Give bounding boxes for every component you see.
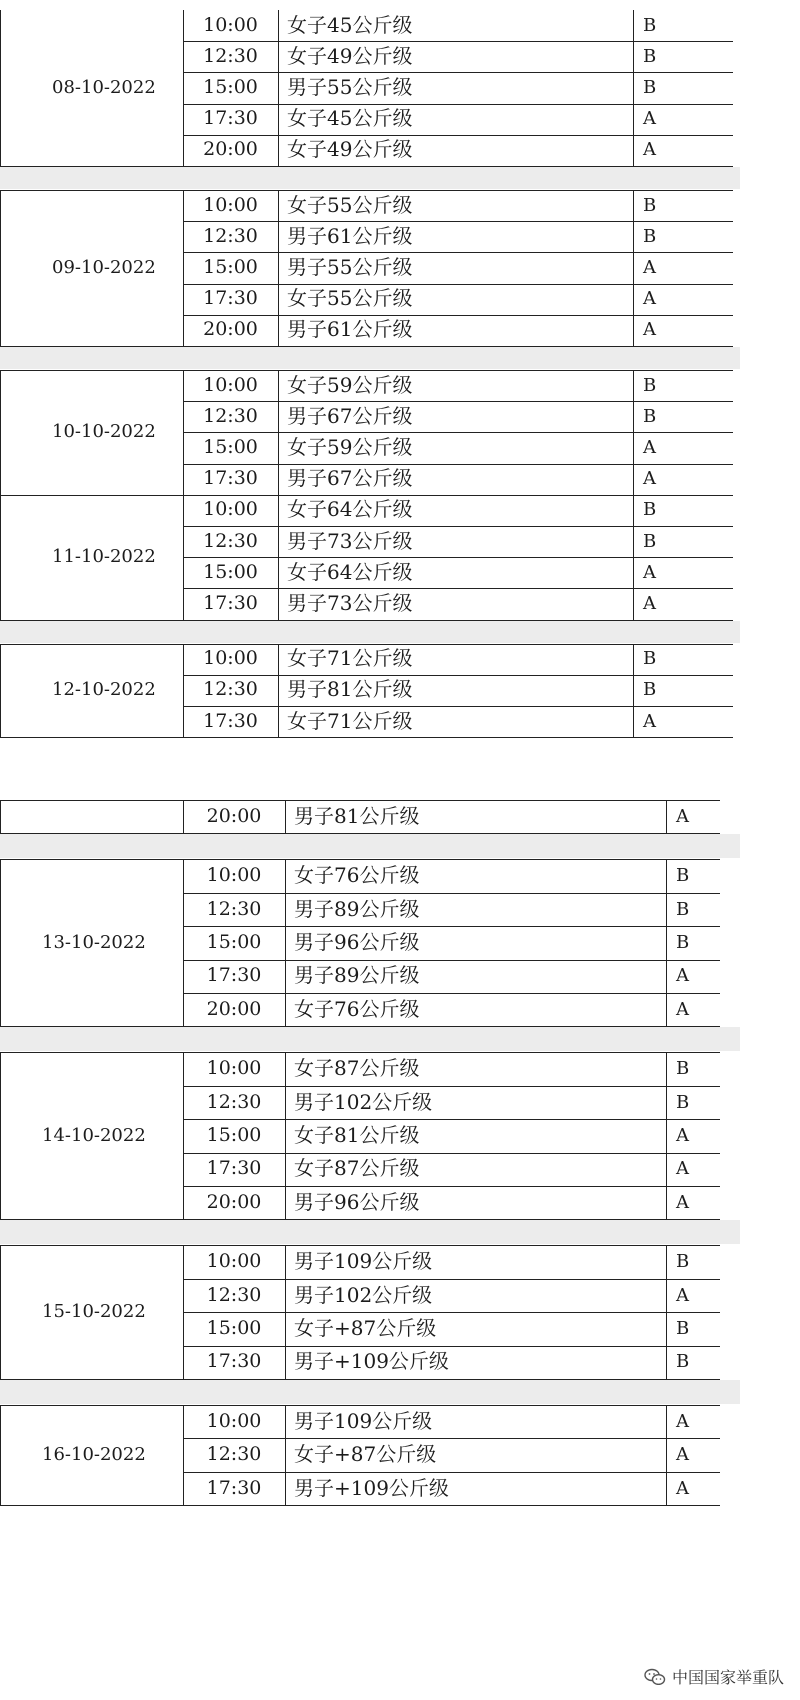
schedule-event: 男子102公斤级 bbox=[294, 1089, 433, 1114]
group-column-border bbox=[633, 495, 634, 620]
time-column-border bbox=[183, 800, 184, 833]
schedule-event: 男子61公斤级 bbox=[287, 317, 413, 342]
schedule-time: 10:00 bbox=[203, 647, 258, 670]
schedule-time: 15:00 bbox=[206, 1123, 262, 1146]
schedule-event: 男子109公斤级 bbox=[294, 1408, 433, 1433]
watermark-text: 中国国家举重队 bbox=[671, 1668, 784, 1687]
event-column-border bbox=[285, 800, 286, 833]
schedule-time: 10:00 bbox=[206, 1250, 262, 1273]
block-top-border bbox=[0, 1405, 720, 1406]
schedule-group: B bbox=[676, 1317, 690, 1339]
schedule-event: 男子67公斤级 bbox=[287, 403, 413, 428]
row-separator bbox=[183, 464, 733, 465]
schedule-event: 男子73公斤级 bbox=[287, 591, 413, 615]
schedule-group: A bbox=[676, 1444, 689, 1466]
schedule-group: A bbox=[676, 1124, 689, 1146]
block-top-border bbox=[0, 190, 733, 191]
row-separator bbox=[183, 557, 733, 558]
event-column-border bbox=[278, 644, 279, 738]
row-separator bbox=[183, 1279, 720, 1280]
schedule-group: B bbox=[643, 648, 657, 670]
schedule-time: 10:00 bbox=[203, 498, 258, 521]
block-top-border bbox=[0, 1052, 720, 1053]
schedule-event: 女子71公斤级 bbox=[287, 646, 413, 671]
time-column-border bbox=[183, 190, 184, 346]
block-top-border bbox=[0, 370, 733, 371]
schedule-event: 男子81公斤级 bbox=[287, 677, 413, 702]
schedule-group: B bbox=[676, 1351, 690, 1373]
schedule-event: 女子64公斤级 bbox=[287, 497, 413, 522]
schedule-time: 10:00 bbox=[206, 1057, 262, 1080]
schedule-group: A bbox=[676, 1191, 689, 1213]
schedule-time: 15:00 bbox=[203, 76, 258, 98]
schedule-time: 10:00 bbox=[203, 193, 258, 216]
schedule-time: 10:00 bbox=[206, 1409, 262, 1432]
schedule-event: 男子81公斤级 bbox=[294, 803, 420, 828]
row-separator bbox=[183, 993, 720, 994]
event-column-border bbox=[285, 859, 286, 1026]
schedule-time: 15:00 bbox=[203, 436, 258, 458]
schedule-group: B bbox=[676, 898, 690, 920]
schedule-event: 男子67公斤级 bbox=[287, 466, 413, 491]
schedule-date: 09-10-2022 bbox=[52, 257, 156, 278]
schedule-event: 女子71公斤级 bbox=[287, 708, 413, 733]
block-left-border bbox=[0, 1245, 1, 1379]
schedule-group: B bbox=[643, 374, 657, 396]
schedule-time: 15:00 bbox=[203, 560, 258, 583]
row-separator bbox=[183, 72, 733, 73]
row-separator bbox=[183, 893, 720, 894]
schedule-group: A bbox=[643, 288, 656, 310]
schedule-time: 12:30 bbox=[206, 1443, 262, 1466]
schedule-time: 10:00 bbox=[203, 13, 258, 36]
row-separator bbox=[183, 1346, 720, 1347]
row-separator bbox=[183, 526, 733, 527]
event-column-border bbox=[285, 1405, 286, 1505]
schedule-event: 男子89公斤级 bbox=[294, 963, 420, 988]
group-column-border bbox=[666, 1052, 667, 1219]
group-column-border bbox=[666, 859, 667, 1026]
block-left-border bbox=[0, 10, 1, 166]
schedule-time: 20:00 bbox=[206, 997, 262, 1020]
row-separator bbox=[183, 1086, 720, 1087]
schedule-time: 17:30 bbox=[203, 592, 258, 614]
row-separator bbox=[183, 926, 720, 927]
schedule-time: 12:30 bbox=[203, 404, 258, 427]
separator-band bbox=[0, 167, 740, 189]
schedule-group: B bbox=[676, 865, 690, 887]
schedule-time: 17:30 bbox=[203, 709, 258, 732]
event-column-border bbox=[278, 495, 279, 620]
schedule-time: 10:00 bbox=[206, 864, 262, 887]
block-top-border bbox=[0, 644, 733, 645]
schedule-group: A bbox=[643, 139, 656, 161]
schedule-time: 17:30 bbox=[203, 287, 258, 310]
schedule-group: B bbox=[676, 931, 690, 953]
schedule-event: 女子+87公斤级 bbox=[294, 1442, 437, 1467]
schedule-group: A bbox=[676, 1410, 689, 1432]
separator-band bbox=[0, 347, 740, 369]
group-column-border bbox=[666, 1245, 667, 1379]
time-column-border bbox=[183, 1405, 184, 1505]
table-top-border bbox=[0, 800, 720, 801]
row-separator bbox=[183, 41, 733, 42]
event-column-border bbox=[278, 190, 279, 346]
row-separator bbox=[183, 135, 733, 136]
schedule-time: 20:00 bbox=[206, 1190, 262, 1213]
schedule-group: B bbox=[643, 499, 657, 521]
row-separator bbox=[183, 675, 733, 676]
row-separator bbox=[183, 221, 733, 222]
schedule-time: 15:00 bbox=[206, 1316, 262, 1339]
separator-band bbox=[0, 1380, 740, 1404]
schedule-event: 女子+87公斤级 bbox=[294, 1315, 437, 1340]
schedule-group: B bbox=[643, 77, 657, 98]
schedule-event: 男子55公斤级 bbox=[287, 75, 413, 99]
schedule-group: A bbox=[643, 437, 656, 458]
schedule-time: 10:00 bbox=[203, 373, 258, 396]
group-column-border bbox=[633, 644, 634, 738]
schedule-event: 男子+109公斤级 bbox=[294, 1475, 449, 1500]
separator-band bbox=[0, 1027, 740, 1051]
block-bottom-border bbox=[0, 737, 733, 738]
schedule-time: 12:30 bbox=[206, 1090, 262, 1113]
schedule-event: 男子55公斤级 bbox=[287, 255, 413, 279]
time-column-border bbox=[183, 370, 184, 495]
schedule-event: 男子102公斤级 bbox=[294, 1282, 433, 1307]
schedule-event: 女子49公斤级 bbox=[287, 137, 413, 162]
schedule-time: 17:30 bbox=[206, 1157, 262, 1180]
block-top-border bbox=[0, 1245, 720, 1246]
group-column-border bbox=[633, 370, 634, 495]
separator-band bbox=[0, 1220, 740, 1244]
schedule-time: 20:00 bbox=[203, 318, 258, 341]
schedule-event: 男子89公斤级 bbox=[294, 896, 420, 921]
block-left-border bbox=[0, 644, 1, 738]
row-separator bbox=[183, 1186, 720, 1187]
schedule-group: B bbox=[643, 194, 657, 216]
schedule-group: A bbox=[643, 561, 656, 583]
schedule-time: 12:30 bbox=[203, 224, 258, 247]
time-column-border bbox=[183, 1245, 184, 1379]
schedule-group: B bbox=[643, 405, 657, 427]
block-left-border bbox=[0, 190, 1, 346]
schedule-date: 13-10-2022 bbox=[42, 931, 146, 953]
schedule-group: B bbox=[643, 45, 657, 67]
block-left-border bbox=[0, 800, 1, 833]
schedule-event: 女子55公斤级 bbox=[287, 192, 413, 217]
schedule-event: 男子96公斤级 bbox=[294, 929, 420, 954]
event-column-border bbox=[278, 370, 279, 495]
schedule-time: 15:00 bbox=[203, 256, 258, 278]
schedule-date: 14-10-2022 bbox=[42, 1124, 146, 1146]
time-column-border bbox=[183, 495, 184, 620]
schedule-group: A bbox=[676, 805, 689, 827]
row-separator bbox=[183, 315, 733, 316]
schedule-time: 12:30 bbox=[203, 529, 258, 552]
schedule-event: 女子87公斤级 bbox=[294, 1056, 420, 1081]
time-column-border bbox=[183, 1052, 184, 1219]
block-left-border bbox=[0, 1405, 1, 1505]
schedule-time: 12:30 bbox=[206, 897, 262, 920]
schedule-group: A bbox=[676, 998, 689, 1020]
row-separator bbox=[183, 432, 733, 433]
schedule-event: 女子64公斤级 bbox=[287, 559, 413, 584]
schedule-date: 15-10-2022 bbox=[42, 1301, 146, 1323]
group-column-border bbox=[633, 10, 634, 166]
schedule-event: 男子109公斤级 bbox=[294, 1249, 433, 1274]
schedule-group: B bbox=[676, 1251, 690, 1273]
schedule-date: 11-10-2022 bbox=[52, 546, 156, 568]
schedule-group: A bbox=[643, 108, 656, 130]
separator-band bbox=[0, 621, 740, 643]
schedule-time: 17:30 bbox=[206, 1350, 262, 1373]
block-top-border bbox=[0, 859, 720, 860]
schedule-group: A bbox=[643, 319, 656, 341]
schedule-time: 12:30 bbox=[206, 1283, 262, 1306]
schedule-time: 17:30 bbox=[206, 964, 262, 987]
schedule-event: 男子+109公斤级 bbox=[294, 1349, 449, 1374]
schedule-time: 12:30 bbox=[203, 44, 258, 67]
schedule-group: A bbox=[643, 710, 656, 732]
row-separator bbox=[183, 401, 733, 402]
block-left-border bbox=[0, 1052, 1, 1219]
wechat-icon bbox=[644, 1668, 666, 1686]
row-separator bbox=[183, 284, 733, 285]
row-separator bbox=[183, 252, 733, 253]
schedule-time: 20:00 bbox=[203, 138, 258, 161]
schedule-time: 17:30 bbox=[203, 107, 258, 130]
watermark bbox=[644, 1665, 784, 1688]
schedule-date: 16-10-2022 bbox=[42, 1444, 146, 1466]
schedule-time: 15:00 bbox=[206, 930, 262, 953]
row-separator bbox=[183, 1312, 720, 1313]
schedule-time: 20:00 bbox=[206, 804, 262, 827]
block-left-border bbox=[0, 370, 1, 495]
schedule-group: A bbox=[676, 965, 689, 987]
time-column-border bbox=[183, 644, 184, 738]
event-column-border bbox=[285, 1245, 286, 1379]
schedule-event: 女子76公斤级 bbox=[294, 863, 420, 888]
schedule-event: 男子73公斤级 bbox=[287, 528, 413, 553]
block-bottom-border bbox=[0, 1505, 720, 1506]
schedule-group: A bbox=[676, 1284, 689, 1306]
schedule-group: B bbox=[643, 14, 657, 36]
block-bottom-border bbox=[0, 495, 733, 496]
group-column-border bbox=[666, 1405, 667, 1505]
row-separator bbox=[183, 1472, 720, 1473]
schedule-group: B bbox=[643, 679, 657, 701]
separator-band bbox=[0, 834, 740, 858]
row-separator bbox=[183, 706, 733, 707]
row-separator bbox=[183, 588, 733, 589]
schedule-date: 08-10-2022 bbox=[52, 77, 156, 98]
schedule-group: A bbox=[643, 468, 656, 490]
schedule-group: B bbox=[676, 1091, 690, 1113]
schedule-group: B bbox=[643, 530, 657, 552]
row-separator bbox=[183, 1438, 720, 1439]
schedule-event: 男子96公斤级 bbox=[294, 1189, 420, 1214]
schedule-event: 女子76公斤级 bbox=[294, 996, 420, 1021]
schedule-date: 12-10-2022 bbox=[52, 679, 156, 701]
schedule-group: A bbox=[676, 1477, 689, 1499]
schedule-time: 17:30 bbox=[203, 467, 258, 490]
schedule-time: 17:30 bbox=[206, 1476, 262, 1499]
schedule-event: 女子59公斤级 bbox=[287, 372, 413, 397]
block-left-border bbox=[0, 859, 1, 1026]
row-separator bbox=[183, 960, 720, 961]
schedule-event: 女子55公斤级 bbox=[287, 286, 413, 311]
group-column-border bbox=[666, 800, 667, 833]
schedule-group: A bbox=[643, 257, 656, 278]
schedule-event: 女子49公斤级 bbox=[287, 43, 413, 68]
schedule-event: 男子61公斤级 bbox=[287, 223, 413, 248]
group-column-border bbox=[633, 190, 634, 346]
schedule-event: 女子59公斤级 bbox=[287, 435, 413, 459]
schedule-date: 10-10-2022 bbox=[52, 421, 156, 443]
schedule-event: 女子45公斤级 bbox=[287, 106, 413, 131]
row-separator bbox=[183, 1119, 720, 1120]
schedule-event: 女子87公斤级 bbox=[294, 1156, 420, 1181]
row-separator bbox=[183, 104, 733, 105]
schedule-group: B bbox=[643, 225, 657, 247]
event-column-border bbox=[285, 1052, 286, 1219]
schedule-event: 女子45公斤级 bbox=[287, 12, 413, 37]
schedule-group: A bbox=[676, 1158, 689, 1180]
time-column-border bbox=[183, 10, 184, 166]
schedule-event: 女子81公斤级 bbox=[294, 1122, 420, 1147]
schedule-time: 12:30 bbox=[203, 678, 258, 701]
block-left-border bbox=[0, 495, 1, 620]
event-column-border bbox=[278, 10, 279, 166]
schedule-group: B bbox=[676, 1058, 690, 1080]
schedule-group: A bbox=[643, 593, 656, 614]
time-column-border bbox=[183, 859, 184, 1026]
row-separator bbox=[183, 1153, 720, 1154]
